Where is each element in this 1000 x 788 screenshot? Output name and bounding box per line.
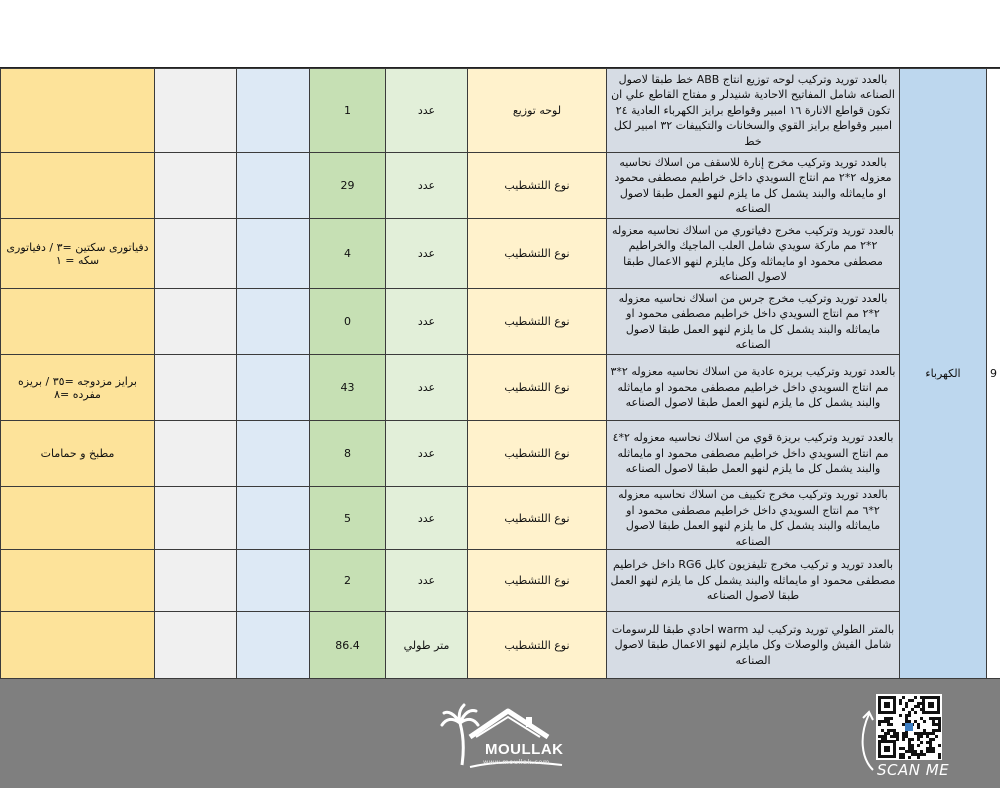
- notes-cell: [1, 153, 155, 219]
- scan-me-label: SCAN ME: [877, 761, 950, 779]
- unit-cell: عدد: [386, 355, 468, 421]
- description-cell: بالعدد توريد وتركيب لوحه توزيع انتاج ABB خط طبقا لاصول الصناعه شامل المفاتيح الاحادية شنيدلر و مفتاح القاطع علي ان تكون قواطع الانارة ١٦ امبير وقواطع برايز الكهرباء العادية ٢٤ امبير وقواطع برايز القوي والسخانات والتكييفات ٣٢ امبير لكل خط: [607, 69, 900, 153]
- notes-cell: [1, 69, 155, 153]
- empty-cell: [237, 550, 310, 612]
- item-type-cell: نوع اللتشطيب: [468, 421, 607, 487]
- empty-cell: [155, 421, 237, 487]
- empty-cell: [155, 355, 237, 421]
- table-row: [1, 289, 1000, 355]
- description-cell: بالعدد توريد وتركيب مخرج إنارة للاسقف من اسلاك نحاسيه معزوله ٢*٢ مم انتاج السويدي داخل خراطيم مصطفى محمود او مايماثله والبند يشمل كل ما يلزم لنهو العمل طبقا لاصول الصناعه: [607, 153, 900, 219]
- empty-cell: [155, 550, 237, 612]
- empty-cell: [237, 612, 310, 679]
- quantity-cell: 5: [310, 487, 386, 550]
- empty-cell: [237, 355, 310, 421]
- table-row: [1, 550, 1000, 612]
- item-type-cell: نوع اللتشطيب: [468, 355, 607, 421]
- item-type-cell: لوحه توزيع: [468, 69, 607, 153]
- unit-cell: متر طولي: [386, 612, 468, 679]
- empty-cell: [237, 69, 310, 153]
- empty-cell: [237, 219, 310, 289]
- table-row: [1, 355, 1000, 421]
- description-cell: بالعدد توريد و تركيب مخرج تليفزيون كابل RG6 داخل خراطيم مصطفى محمود او مايماثله والبند يشمل كل ما يلزم لنهو العمل طبقا لاصول الصناعه: [607, 550, 900, 612]
- qr-code-icon[interactable]: [876, 694, 942, 760]
- item-type-cell: نوع اللتشطيب: [468, 612, 607, 679]
- notes-cell: [1, 289, 155, 355]
- table-row: [1, 153, 1000, 219]
- quantity-cell: 86.4: [310, 612, 386, 679]
- empty-cell: [237, 289, 310, 355]
- quantity-cell: 8: [310, 421, 386, 487]
- item-type-cell: نوع اللتشطيب: [468, 487, 607, 550]
- empty-cell: [155, 153, 237, 219]
- description-cell: بالعدد توريد وتركيب مخرج جرس من اسلاك نحاسيه معزوله ٢*٢ مم انتاج السويدي داخل خراطيم مصطفى محمود او مايماثله والبند يشمل كل ما يلزم لنهو العمل طبقا لاصول الصناعه: [607, 289, 900, 355]
- unit-cell: عدد: [386, 421, 468, 487]
- item-type-cell: نوع اللتشطيب: [468, 219, 607, 289]
- description-cell: بالمتر الطولي توريد وتركيب ليد warm احادي طبقا للرسومات شامل الفيش والوصلات وكل مايلزم لنهو الاعمال طبقا لاصول الصناعه: [607, 612, 900, 679]
- item-type-cell: نوع اللتشطيب: [468, 550, 607, 612]
- quantity-cell: 1: [310, 69, 386, 153]
- table-row: [1, 421, 1000, 487]
- notes-cell: [1, 550, 155, 612]
- notes-cell: مطبخ و حمامات: [1, 421, 155, 487]
- notes-cell: [1, 612, 155, 679]
- empty-cell: [155, 487, 237, 550]
- item-type-cell: نوع اللتشطيب: [468, 153, 607, 219]
- empty-cell: [237, 421, 310, 487]
- table-row: [1, 487, 1000, 550]
- table-row: [1, 69, 1000, 153]
- description-cell: بالعدد توريد وتركيب مخرج تكييف من اسلاك نحاسيه معزوله ٢*٦ مم انتاج السويدي داخل خراطيم مصطفى محمود او مايماثله والبند يشمل كل ما يلزم لنهو العمل طبقا لاصول الصناعه: [607, 487, 900, 550]
- unit-cell: عدد: [386, 69, 468, 153]
- category-cell: الكهرباء: [900, 69, 987, 679]
- quantity-cell: 43: [310, 355, 386, 421]
- empty-cell: [237, 153, 310, 219]
- table-row: [1, 219, 1000, 289]
- empty-cell: [155, 289, 237, 355]
- unit-cell: عدد: [386, 153, 468, 219]
- unit-cell: عدد: [386, 550, 468, 612]
- empty-cell: [155, 612, 237, 679]
- unit-cell: عدد: [386, 219, 468, 289]
- unit-cell: عدد: [386, 487, 468, 550]
- boq-sheet: [0, 68, 1000, 679]
- notes-cell: برايز مزدوجه =٣٥ / بريزه مفرده =٨: [1, 355, 155, 421]
- quantity-cell: 2: [310, 550, 386, 612]
- item-type-cell: نوع اللتشطيب: [468, 289, 607, 355]
- description-cell: بالعدد توريد وتركيب بريزه عادية من اسلاك نحاسيه معزوله ٢*٣ مم انتاج السويدي داخل خراطيم مصطفى محمود او مايماثله والبند يشمل كل ما يلزم لنهو العمل طبقا لاصول الصناعه: [607, 355, 900, 421]
- brand-url: www.moullak.com: [483, 758, 550, 766]
- empty-cell: [237, 487, 310, 550]
- brand-name: MOULLAK: [485, 741, 564, 758]
- empty-cell: [155, 219, 237, 289]
- table-row: [1, 612, 1000, 679]
- empty-cell: [155, 69, 237, 153]
- boq-table: [0, 68, 1000, 679]
- description-cell: بالعدد توريد وتركيب مخرج دفياتوري من اسلاك نحاسيه معزوله ٢*٢ مم ماركة سويدي شامل العلب الماجيك والخراطيم مصطفى محمود او مايماثله وكل مايلزم لنهو الاعمال طبقا لاصول الصناعه: [607, 219, 900, 289]
- quantity-cell: 4: [310, 219, 386, 289]
- quantity-cell: 29: [310, 153, 386, 219]
- section-number-cell: 9: [987, 69, 1000, 679]
- description-cell: بالعدد توريد وتركيب بريزة قوي من اسلاك نحاسيه معزوله ٢*٤ مم انتاج السويدي داخل خراطيم مصطفى محمود او مايماثله والبند يشمل كل ما يلزم لنهو العمل طبقا لاصول الصناعه: [607, 421, 900, 487]
- notes-cell: [1, 487, 155, 550]
- unit-cell: عدد: [386, 289, 468, 355]
- notes-cell: دفياتورى سكتين =٣ / دفياتورى سكه = ١: [1, 219, 155, 289]
- quantity-cell: 0: [310, 289, 386, 355]
